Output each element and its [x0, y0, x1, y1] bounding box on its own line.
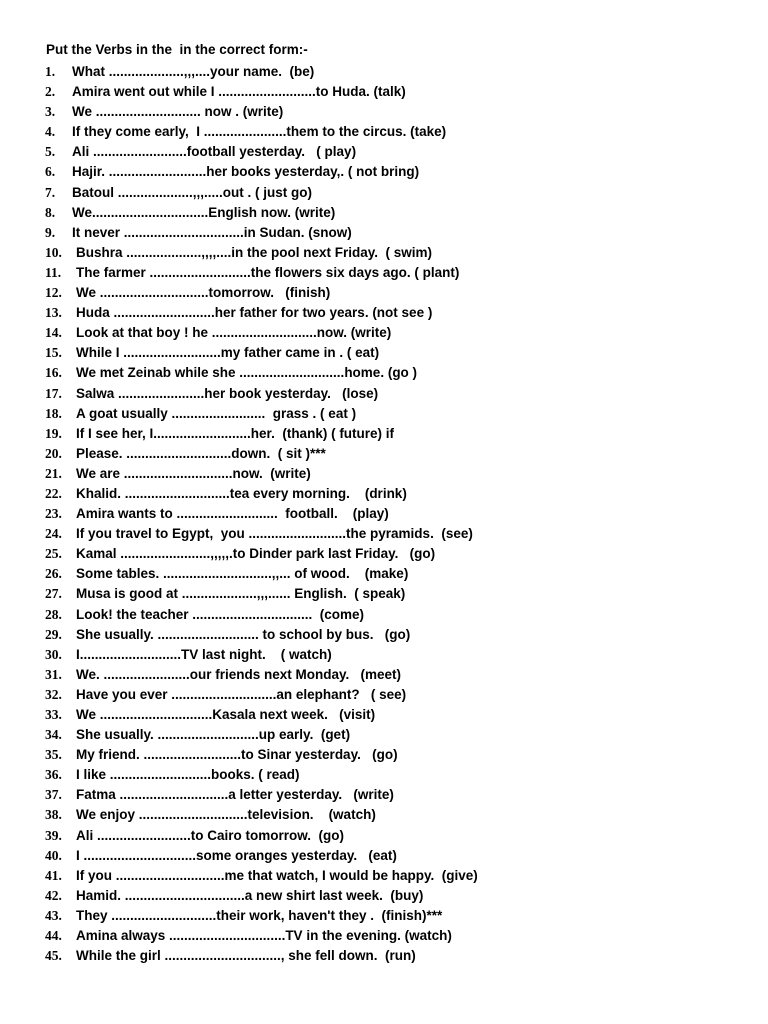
exercise-number: 36.	[45, 767, 62, 783]
exercise-item	[45, 665, 478, 685]
exercise-item	[45, 625, 478, 645]
exercise-number: 1.	[45, 64, 56, 79]
exercise-item	[45, 82, 478, 102]
exercise-number: 45.	[45, 948, 62, 964]
exercise-sentence: We met Zeinab while she ............................home. (go )	[76, 365, 418, 381]
exercise-sentence: If they come early, I ......................them to the circus. (take)	[72, 124, 447, 140]
exercise-item	[45, 826, 478, 846]
exercise-sentence: Bushra ....................,,,,....in the pool next Friday. ( swim)	[76, 244, 433, 260]
exercise-item	[45, 484, 478, 504]
exercise-number: 26.	[45, 566, 62, 582]
exercise-sentence: My friend. ..........................to Sinar yesterday. (go)	[76, 747, 398, 763]
exercise-number: 17.	[45, 385, 62, 401]
exercise-number: 33.	[45, 707, 62, 722]
exercise-item	[45, 785, 478, 805]
exercise-number: 32.	[45, 686, 62, 702]
exercise-item	[45, 203, 478, 223]
exercise-item	[45, 544, 478, 564]
exercise-item	[45, 946, 478, 966]
exercise-sentence: Have you ever ............................an elephant? ( see)	[76, 686, 407, 702]
exercise-sentence: While the girl ..............................., she fell down. (run)	[76, 948, 416, 964]
exercise-sentence: We...............................English now. (write)	[72, 204, 336, 220]
exercise-sentence: Huda ...........................her father for two years. (not see )	[76, 305, 433, 321]
exercise-item	[45, 223, 478, 243]
exercise-sentence: A goat usually ......................... grass . ( eat )	[76, 405, 357, 421]
exercise-number: 18.	[45, 405, 62, 421]
exercise-sentence: They ............................their work, haven't they . (finish)***	[76, 907, 443, 923]
exercise-item	[45, 605, 478, 625]
exercise-sentence: Hamid. ................................a new shirt last week. (buy)	[76, 887, 424, 903]
exercise-item	[45, 142, 478, 162]
exercise-sentence: Musa is good at ....................,,,...... English. ( speak)	[76, 586, 406, 602]
exercise-number: 41.	[45, 867, 62, 883]
exercise-number: 40.	[45, 847, 62, 863]
exercise-number: 4.	[45, 124, 56, 140]
exercise-sentence: Please. ............................down. ( sit )***	[76, 445, 326, 461]
exercise-item	[45, 122, 478, 142]
exercise-number: 16.	[45, 365, 62, 381]
exercise-sentence: We ............................ now . (write)	[72, 104, 284, 120]
exercise-sentence: She usually. ........................... to school by bus. (go)	[76, 626, 411, 642]
exercise-number: 10.	[45, 244, 62, 260]
exercise-sentence: Look at that boy ! he ............................now. (write)	[76, 325, 392, 341]
exercise-number: 6.	[45, 164, 56, 180]
exercise-item	[45, 524, 478, 544]
exercise-number: 23.	[45, 506, 62, 522]
exercise-item	[45, 303, 478, 323]
exercise-item	[45, 363, 478, 383]
exercise-item	[45, 62, 478, 82]
exercise-sentence: Fatma .............................a letter yesterday. (write)	[76, 787, 394, 803]
exercise-sentence: If you .............................me that watch, I would be happy. (give)	[76, 867, 478, 883]
exercise-sentence: We are .............................now. (write)	[76, 465, 311, 481]
exercise-item	[45, 926, 478, 946]
exercise-item	[45, 424, 478, 444]
exercise-sentence: Khalid. ............................tea every morning. (drink)	[76, 485, 407, 501]
exercise-item	[45, 866, 478, 886]
exercise-sentence: Ali .........................football yesterday. ( play)	[72, 144, 357, 160]
exercise-sentence: We ..............................Kasala next week. (visit)	[76, 707, 376, 722]
exercise-number: 31.	[45, 666, 62, 682]
exercise-sentence: Hajir. ..........................her books yesterday,. ( not bring)	[72, 164, 420, 180]
exercise-number: 12.	[45, 285, 62, 301]
exercise-sentence: We .............................tomorrow. (finish)	[76, 285, 331, 301]
exercise-number: 43.	[45, 907, 62, 923]
exercise-item	[45, 705, 478, 725]
exercise-item	[45, 183, 478, 203]
exercise-number: 29.	[45, 626, 62, 642]
exercise-sentence: I ..............................some oranges yesterday. (eat)	[76, 847, 397, 863]
exercise-sentence: Look! the teacher ................................ (come)	[76, 606, 365, 622]
exercise-item	[45, 745, 478, 765]
exercise-sentence: She usually. ...........................up early. (get)	[76, 727, 351, 743]
exercise-number: 20.	[45, 445, 62, 461]
exercise-item	[45, 384, 478, 404]
exercise-sentence: The farmer ...........................the flowers six days ago. ( plant)	[76, 264, 460, 280]
exercise-sentence: It never ................................in Sudan. (snow)	[72, 224, 352, 240]
exercise-number: 27.	[45, 586, 62, 602]
exercise-item	[45, 243, 478, 263]
exercise-sentence: Kamal ........................,,,,,.to Dinder park last Friday. (go)	[76, 546, 436, 562]
exercise-item	[45, 464, 478, 484]
exercise-item	[45, 645, 478, 665]
exercise-item	[45, 765, 478, 785]
exercise-item	[45, 444, 478, 464]
exercise-item	[45, 162, 478, 182]
exercise-number: 38.	[45, 807, 62, 823]
exercise-sentence: While I ..........................my father came in . ( eat)	[76, 345, 380, 361]
exercise-sentence: Amina always ...............................TV in the evening. (watch)	[76, 928, 452, 944]
exercise-item	[45, 283, 478, 303]
exercise-number: 7.	[45, 184, 56, 200]
exercise-number: 37.	[45, 787, 62, 803]
exercise-item	[45, 102, 478, 122]
exercise-item	[45, 504, 478, 524]
exercise-item	[45, 846, 478, 866]
exercise-item	[45, 584, 478, 604]
exercise-number: 34.	[45, 727, 62, 743]
exercise-item	[45, 343, 478, 363]
worksheet-title: Put the Verbs in the in the correct form:-	[46, 42, 308, 57]
exercise-sentence: We enjoy .............................television. (watch)	[76, 807, 376, 823]
exercise-number: 44.	[45, 928, 62, 944]
exercise-sentence: We. .......................our friends next Monday. (meet)	[76, 666, 402, 682]
exercise-sentence: Amira went out while I ..........................to Huda. (talk)	[72, 84, 406, 100]
exercise-sentence: I...........................TV last night. ( watch)	[76, 646, 332, 662]
exercise-number: 28.	[45, 606, 62, 622]
exercise-item	[45, 886, 478, 906]
exercise-sentence: Ali .........................to Cairo tomorrow. (go)	[76, 827, 345, 843]
exercise-number: 19.	[45, 425, 62, 441]
exercise-number: 21.	[45, 465, 62, 481]
exercise-number: 22.	[45, 485, 62, 501]
exercise-sentence: I like ...........................books. ( read)	[76, 767, 300, 783]
exercise-item	[45, 725, 478, 745]
exercise-sentence: If you travel to Egypt, you ..........................the pyramids. (see)	[76, 526, 473, 542]
exercise-number: 25.	[45, 546, 62, 562]
exercise-number: 2.	[45, 84, 56, 100]
exercise-sentence: Batoul ....................,,,.....out . ( just go)	[72, 184, 312, 200]
exercise-number: 30.	[45, 646, 62, 662]
exercise-sentence: If I see her, I..........................her. (thank) ( future) if	[76, 425, 395, 441]
exercise-number: 15.	[45, 345, 62, 361]
exercise-number: 39.	[45, 827, 62, 843]
exercise-number: 8.	[45, 204, 56, 220]
exercise-number: 11.	[45, 264, 62, 280]
exercise-sentence: What ....................,,,....your name. (be)	[72, 64, 315, 79]
exercise-sentence: Amira wants to ........................... football. (play)	[76, 506, 389, 522]
exercise-number: 42.	[45, 887, 62, 903]
exercise-number: 13.	[45, 305, 62, 321]
exercise-number: 14.	[45, 325, 62, 341]
exercise-number: 5.	[45, 144, 56, 160]
exercise-item	[45, 564, 478, 584]
exercise-number: 9.	[45, 224, 56, 240]
exercise-number: 3.	[45, 104, 56, 120]
exercise-item	[45, 906, 478, 926]
exercise-item	[45, 805, 478, 825]
exercise-item	[45, 323, 478, 343]
exercise-number: 24.	[45, 526, 62, 542]
exercise-sentence: Salwa .......................her book yesterday. (lose)	[76, 385, 379, 401]
exercise-item	[45, 685, 478, 705]
exercise-item	[45, 263, 478, 283]
exercise-sentence: Some tables. .............................,,... of wood. (make)	[76, 566, 409, 582]
exercise-list	[45, 62, 478, 966]
exercise-item	[45, 404, 478, 424]
exercise-number: 35.	[45, 747, 62, 763]
